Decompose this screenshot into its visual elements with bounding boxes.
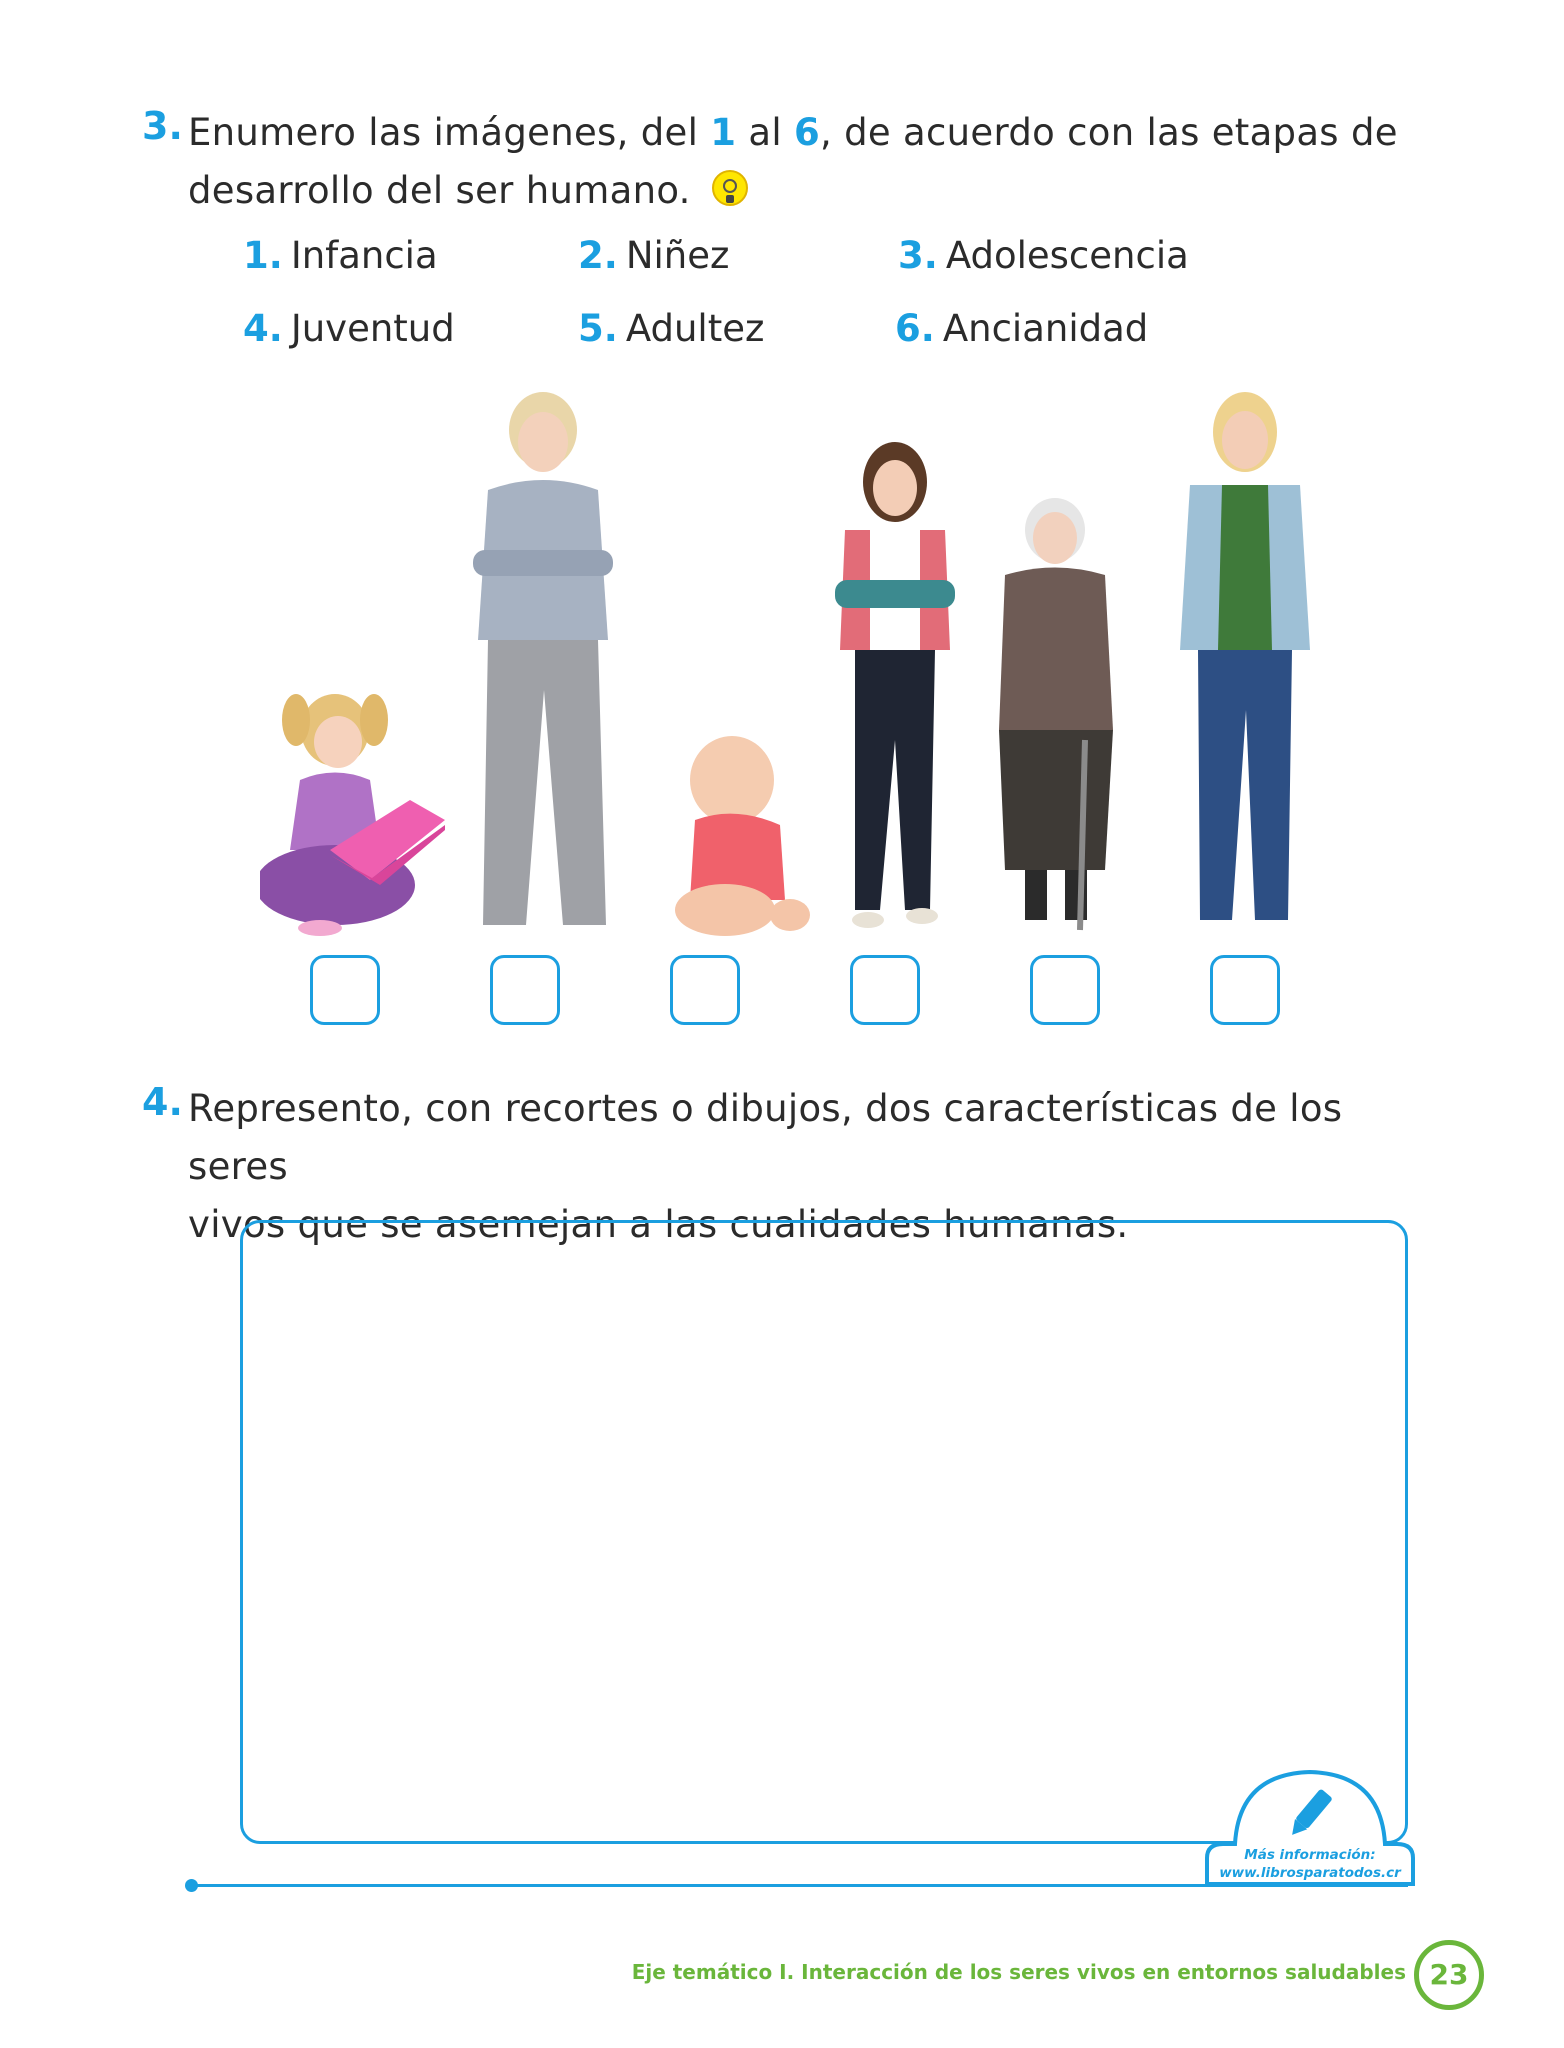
- young-woman-figure: [1160, 390, 1330, 940]
- drawing-area[interactable]: [240, 1220, 1408, 1844]
- teenage-girl-figure: [820, 440, 970, 940]
- more-info-label: Más información:: [1244, 1847, 1376, 1863]
- answer-box-5[interactable]: [1030, 955, 1100, 1025]
- answer-box-4[interactable]: [850, 955, 920, 1025]
- stages-list: [243, 234, 1243, 364]
- question-3-text: Enumero las imágenes, del 1 al 6, de acuerdo con las etapas de desarrollo del ser humano.: [188, 111, 1398, 212]
- elderly-woman-figure: [985, 490, 1135, 940]
- question-4-number: 4.: [142, 1080, 183, 1124]
- stage-item: 5. Adultez: [578, 307, 765, 350]
- more-info-url[interactable]: www.librosparatodos.cr: [1219, 1865, 1401, 1881]
- girl-with-laptop-figure: [260, 680, 450, 940]
- stage-item: 2. Niñez: [578, 234, 730, 277]
- divider-line: [190, 1884, 1408, 1887]
- question-3: [142, 104, 1448, 220]
- answer-box-6[interactable]: [1210, 955, 1280, 1025]
- question-3-number: 3.: [142, 104, 183, 148]
- divider-dot: [185, 1879, 198, 1892]
- footer-text: Eje temático I. Interacción de los seres vivos en entornos saludables: [631, 1960, 1406, 1984]
- figures-row: [260, 380, 1370, 940]
- stage-item: 4. Juventud: [243, 307, 455, 350]
- answer-box-1[interactable]: [310, 955, 380, 1025]
- stage-item: 3. Adolescencia: [898, 234, 1189, 277]
- question-4-text: Represento, con recortes o dibujos, dos características de los seres vivos que se asemejan a las cualidades humanas.: [188, 1087, 1343, 1246]
- page-number: 23: [1414, 1940, 1484, 2010]
- mature-woman-figure: [448, 390, 638, 940]
- answer-box-3[interactable]: [670, 955, 740, 1025]
- answer-box-2[interactable]: [490, 955, 560, 1025]
- stage-item: 1. Infancia: [243, 234, 438, 277]
- more-info-badge[interactable]: [1195, 1762, 1425, 1892]
- stage-item: 6. Ancianidad: [895, 307, 1149, 350]
- lightbulb-icon: [709, 169, 751, 211]
- baby-figure: [670, 730, 820, 940]
